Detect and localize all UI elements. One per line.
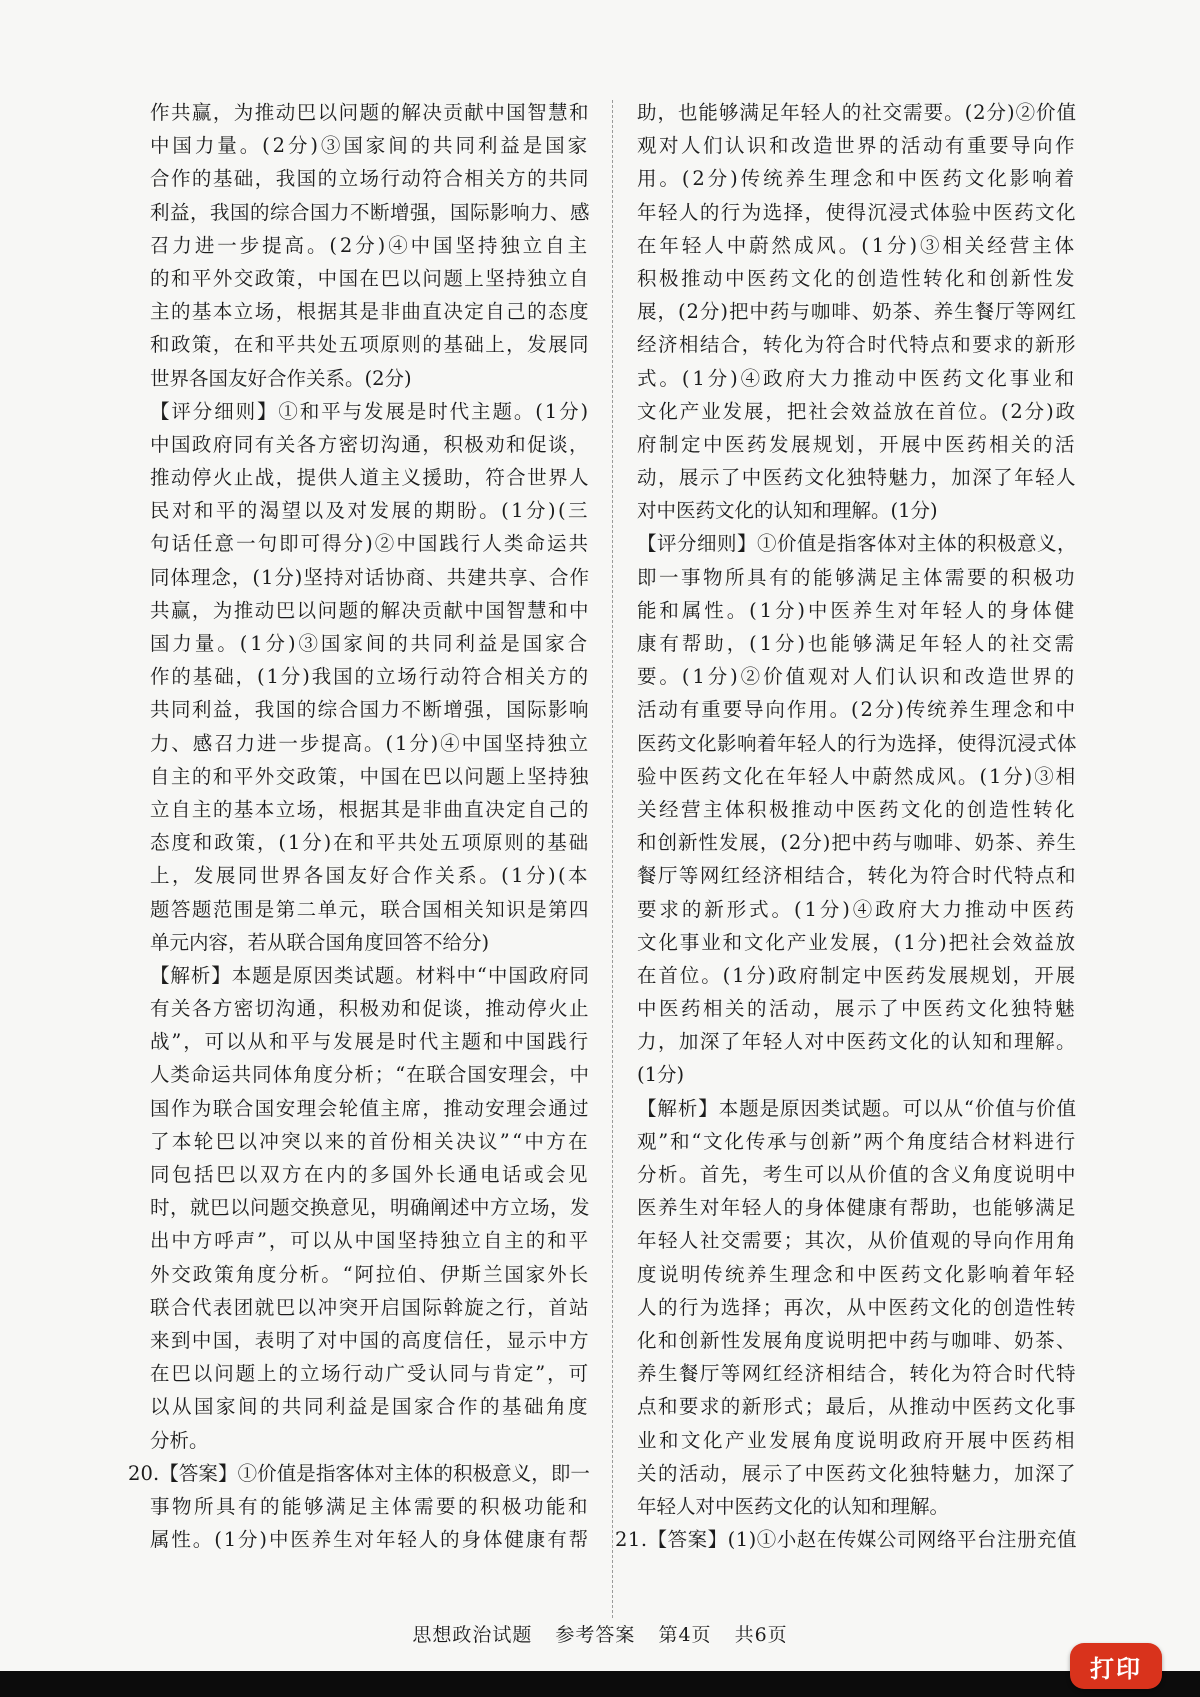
text-line-content: 事物所具有的能够满足主体需要的积极功能和 — [150, 1494, 590, 1518]
text-line — [637, 1158, 1077, 1191]
text-line-content: 立自主的基本立场，根据其是非曲直决定自己的 — [150, 797, 590, 821]
text-line-content: 中国力量。(2分)③国家间的共同利益是国家 — [150, 134, 590, 158]
text-line-content: 经济相结合，转化为符合时代特点和要求的新形 — [637, 333, 1077, 357]
text-line-content: 人的行为选择；再次，从中医药文化的创造性转 — [637, 1295, 1077, 1319]
text-line — [150, 527, 590, 560]
text-line — [150, 1191, 590, 1224]
text-line — [150, 959, 590, 992]
text-line-content: 同包括巴以双方在内的多国外长通电话或会见 — [150, 1163, 590, 1186]
text-line-content: 点和要求的新形式；最后，从推动中医药文化事 — [637, 1395, 1077, 1419]
text-line — [150, 1324, 590, 1357]
text-line — [637, 229, 1077, 262]
text-line — [150, 494, 590, 527]
text-line-content: 观”和“文化传承与创新”两个角度结合材料进行 — [637, 1129, 1077, 1153]
text-line-content: 在巴以问题上的立场行动广受认同与肯定”，可 — [150, 1362, 590, 1386]
text-line-content: 态度和政策，(1分)在和平共处五项原则的基础 — [150, 831, 590, 855]
text-line — [637, 262, 1077, 295]
column-divider — [612, 100, 613, 1618]
text-line-content: 有关各方密切沟通，积极劝和促谈，推动停火止 — [150, 997, 590, 1021]
text-line — [637, 1424, 1077, 1457]
text-line-content: 句话任意一句即可得分)②中国践行人类命运共 — [150, 532, 590, 556]
text-line — [637, 1258, 1077, 1291]
text-line-content: (1分) — [637, 1063, 685, 1087]
text-line — [150, 162, 590, 195]
text-line — [150, 96, 590, 129]
text-line — [637, 693, 1077, 726]
text-line — [615, 1523, 1077, 1556]
text-line-content: 人类命运共同体角度分析；“在联合国安理会，中 — [150, 1063, 590, 1087]
text-line-content: 分析。 — [150, 1428, 209, 1452]
text-line-content: 了本轮巴以冲突以来的首份相关决议”“中方在 — [150, 1129, 590, 1153]
text-line-content: 合作的基础，我国的立场行动符合相关方的共同 — [150, 167, 590, 191]
text-line-content: 对中医药文化的认知和理解。(1分) — [637, 499, 938, 523]
text-line — [637, 328, 1077, 361]
text-line-content: 观对人们认识和改造世界的活动有重要导向作 — [637, 134, 1077, 158]
text-line-content: 同体理念，(1分)坚持对话协商、共建共享、合作 — [150, 565, 590, 589]
text-line — [150, 1058, 590, 1091]
text-line-content: 属性。(1分)中医养生对年轻人的身体健康有帮 — [150, 1528, 590, 1552]
text-line — [150, 1291, 590, 1324]
text-line — [637, 561, 1077, 594]
text-line — [150, 461, 590, 494]
text-line — [637, 129, 1077, 162]
text-line-content: 展，(2分)把中药与咖啡、奶茶、养生餐厅等网红 — [637, 300, 1077, 324]
text-line-content: 能和属性。(1分)中医养生对年轻人的身体健 — [637, 598, 1077, 622]
text-line-content: 国作为联合国安理会轮值主席，推动安理会通过 — [150, 1096, 590, 1120]
text-line-content: 分析。首先，考生可以从价值的含义角度说明中 — [637, 1163, 1077, 1186]
text-line-content: 作的基础，(1分)我国的立场行动符合相关方的 — [150, 665, 590, 689]
text-line — [150, 1490, 590, 1523]
print-button[interactable] — [1070, 1643, 1162, 1689]
text-line-content: 和政策，在和平共处五项原则的基础上，发展同 — [150, 333, 590, 357]
text-line — [150, 295, 590, 328]
text-line — [150, 627, 590, 660]
text-line-content: 自主的和平外交政策，中国在巴以问题上坚持独 — [150, 764, 590, 788]
text-line-content: 度说明传统养生理念和中医药文化影响着年轻 — [637, 1262, 1077, 1286]
text-line-content: 文化事业和文化产业发展，(1分)把社会效益放 — [637, 930, 1077, 954]
text-line — [150, 395, 590, 428]
text-line — [637, 627, 1077, 660]
text-line-content: 国力量。(1分)③国家间的共同利益是国家合 — [150, 632, 590, 655]
text-line-content: 共赢，为推动巴以问题的解决贡献中国智慧和中 — [150, 598, 590, 622]
text-line — [637, 1357, 1077, 1390]
text-line-content: 单元内容，若从联合国角度回答不给分) — [150, 930, 490, 954]
text-line — [150, 693, 590, 726]
text-line-content: 的和平外交政策，中国在巴以问题上坚持独立自 — [150, 266, 590, 290]
text-line — [150, 1092, 590, 1125]
text-line — [150, 1224, 590, 1257]
text-line-content: 战”，可以从和平与发展是时代主题和中国践行 — [150, 1030, 590, 1054]
text-line — [150, 561, 590, 594]
left-column — [128, 96, 590, 1556]
text-line-content: 助，也能够满足年轻人的社交需要。(2分)②价值 — [637, 101, 1077, 124]
text-line-content: 业和文化产业发展角度说明政府开展中医药相 — [637, 1428, 1077, 1452]
text-line-content: 即一事物所具有的能够满足主体需要的积极功 — [637, 565, 1077, 589]
text-line-content: 利益，我国的综合国力不断增强，国际影响力、感 — [150, 200, 590, 224]
text-line — [128, 1457, 590, 1490]
text-line-content: 共同利益，我国的综合国力不断增强，国际影响 — [150, 698, 590, 722]
text-line — [150, 893, 590, 926]
text-line-content: 康有帮助，(1分)也能够满足年轻人的社交需 — [637, 632, 1077, 655]
text-line-content: 验中医药文化在年轻人中蔚然成风。(1分)③相 — [637, 764, 1077, 788]
text-line-content: 力、感召力进一步提高。(1分)④中国坚持独立 — [150, 731, 590, 755]
text-line-content: 在首位。(1分)政府制定中医药发展规划，开展 — [637, 963, 1077, 987]
text-line — [637, 1092, 1077, 1125]
text-line-content: 中医药相关的活动，展示了中医药文化独特魅 — [637, 997, 1077, 1021]
text-line-content: 推动停火止战，提供人道主义援助，符合世界人 — [150, 466, 590, 490]
text-line — [637, 428, 1077, 461]
footer-page-number: 第4页 — [658, 1624, 712, 1646]
text-line — [637, 859, 1077, 892]
text-line — [637, 196, 1077, 229]
text-line — [150, 1158, 590, 1191]
text-line — [150, 262, 590, 295]
text-line-content: 年轻人社交需要；其次，从价值观的导向作用角 — [637, 1229, 1077, 1253]
text-line — [637, 295, 1077, 328]
text-line — [150, 1424, 590, 1457]
text-line-content: 年轻人对中医药文化的认知和理解。 — [637, 1494, 950, 1518]
print-button-label: 打印 — [1090, 1654, 1142, 1683]
text-line — [150, 859, 590, 892]
text-line-content: 要。(1分)②价值观对人们认识和改造世界的 — [637, 665, 1077, 689]
footer-subject: 思想政治试题 — [412, 1624, 533, 1646]
text-line-content: 召力进一步提高。(2分)④中国坚持独立自主 — [150, 233, 590, 257]
text-line — [637, 660, 1077, 693]
text-line — [637, 1191, 1077, 1224]
text-line-content: 式。(1分)④政府大力推动中医药文化事业和 — [637, 366, 1077, 390]
text-line — [150, 1025, 590, 1058]
text-line-content: 在年轻人中蔚然成风。(1分)③相关经营主体 — [637, 233, 1077, 257]
text-line — [637, 992, 1077, 1025]
text-line — [150, 594, 590, 627]
text-line-content: 以从国家间的共同利益是国家合作的基础角度 — [150, 1395, 590, 1419]
text-line-content: 医养生对年轻人的身体健康有帮助，也能够满足 — [637, 1196, 1077, 1220]
text-line — [150, 826, 590, 859]
text-line — [637, 395, 1077, 428]
text-line — [637, 96, 1077, 129]
text-line — [637, 362, 1077, 395]
text-line-content: 文化产业发展，把社会效益放在首位。(2分)政 — [637, 399, 1077, 423]
text-line — [637, 826, 1077, 859]
text-line — [150, 1357, 590, 1390]
text-line-content: 主的基本立场，根据其是非曲直决定自己的态度 — [150, 300, 590, 324]
text-line-content: 【评分细则】①和平与发展是时代主题。(1分) — [150, 399, 590, 423]
text-line — [150, 428, 590, 461]
text-line-content: 【评分细则】①价值是指客体对主体的积极意义， — [637, 532, 1077, 556]
text-line-content: 关经营主体积极推动中医药文化的创造性转化 — [637, 797, 1077, 821]
text-line — [637, 1457, 1077, 1490]
text-line — [150, 760, 590, 793]
text-line-content: 时，就巴以问题交换意见，明确阐述中方立场，发 — [150, 1196, 590, 1220]
text-line — [637, 793, 1077, 826]
text-line-content: 积极推动中医药文化的创造性转化和创新性发 — [637, 266, 1077, 290]
footer-doc-type: 参考答案 — [555, 1624, 636, 1646]
text-line-content: 养生餐厅等网红经济相结合，转化为符合时代特 — [637, 1362, 1077, 1386]
text-line — [150, 926, 590, 959]
text-line — [150, 1125, 590, 1158]
text-line-content: 外交政策角度分析。“阿拉伯、伊斯兰国家外长 — [150, 1262, 590, 1286]
text-line-content: 题答题范围是第二单元，联合国相关知识是第四 — [150, 897, 590, 921]
text-line-content: 【解析】本题是原因类试题。可以从“价值与价值 — [637, 1096, 1077, 1120]
text-line — [150, 793, 590, 826]
text-line — [150, 1258, 590, 1291]
text-line-content: 联合代表团就巴以冲突开启国际斡旋之行，首站 — [150, 1295, 590, 1319]
text-line — [150, 129, 590, 162]
text-line — [150, 727, 590, 760]
text-line-content: 【解析】本题是原因类试题。材料中“中国政府同 — [150, 963, 590, 987]
text-line — [150, 362, 590, 395]
text-line-content: 出中方呼声”，可以从中国坚持独立自主的和平 — [150, 1229, 590, 1253]
text-line-content: 作共赢，为推动巴以问题的解决贡献中国智慧和 — [150, 101, 590, 124]
text-line — [637, 893, 1077, 926]
text-line — [150, 196, 590, 229]
text-line-content: 和创新性发展，(2分)把中药与咖啡、奶茶、养生 — [637, 831, 1077, 855]
text-line-content: 20.【答案】①价值是指客体对主体的积极意义，即一 — [128, 1461, 590, 1485]
text-line-content: 年轻人的行为选择，使得沉浸式体验中医药文化 — [637, 200, 1077, 224]
text-line-content: 餐厅等网红经济相结合，转化为符合时代特点和 — [637, 864, 1077, 888]
text-line-content: 力，加深了年轻人对中医药文化的认知和理解。 — [637, 1030, 1077, 1054]
text-line — [150, 1523, 590, 1556]
text-line-content: 用。(2分)传统养生理念和中医药文化影响着 — [637, 167, 1077, 191]
text-line — [637, 594, 1077, 627]
text-line — [637, 1291, 1077, 1324]
text-line — [637, 1324, 1077, 1357]
text-line — [637, 727, 1077, 760]
bottom-bar — [0, 1671, 1200, 1697]
text-line — [150, 992, 590, 1025]
text-line — [637, 959, 1077, 992]
text-line — [150, 328, 590, 361]
text-line-content: 关的活动，展示了中医药文化独特魅力，加深了 — [637, 1461, 1077, 1485]
text-line — [637, 1224, 1077, 1257]
text-line — [637, 1490, 1077, 1523]
text-line — [150, 660, 590, 693]
text-line — [637, 1025, 1077, 1058]
text-line-content: 民对和平的渴望以及对发展的期盼。(1分)(三 — [150, 499, 590, 523]
text-line — [637, 1390, 1077, 1423]
text-line-content: 21.【答案】(1)①小赵在传媒公司网络平台注册充值 — [615, 1528, 1077, 1552]
text-line-content: 中国政府同有关各方密切沟通，积极劝和促谈， — [150, 432, 590, 456]
text-line — [150, 229, 590, 262]
text-line-content: 来到中国，表明了对中国的高度信任，显示中方 — [150, 1328, 590, 1352]
text-line — [637, 461, 1077, 494]
text-line-content: 化和创新性发展角度说明把中药与咖啡、奶茶、 — [637, 1328, 1077, 1352]
footer-page-total: 共6页 — [734, 1624, 788, 1646]
page-footer — [0, 1620, 1200, 1647]
text-line — [637, 1058, 1077, 1091]
text-line — [637, 760, 1077, 793]
text-line-content: 医药文化影响着年轻人的行为选择，使得沉浸式体 — [637, 731, 1077, 755]
text-line-content: 府制定中医药发展规划，开展中医药相关的活 — [637, 432, 1077, 456]
text-line — [637, 494, 1077, 527]
text-line-content: 活动有重要导向作用。(2分)传统养生理念和中 — [637, 698, 1077, 722]
text-line — [637, 162, 1077, 195]
right-column — [615, 96, 1077, 1556]
text-line — [150, 1390, 590, 1423]
text-line — [637, 527, 1077, 560]
text-line-content: 要求的新形式。(1分)④政府大力推动中医药 — [637, 897, 1077, 921]
text-line-content: 世界各国友好合作关系。(2分) — [150, 366, 412, 390]
text-line — [637, 1125, 1077, 1158]
text-line-content: 上，发展同世界各国友好合作关系。(1分)(本 — [150, 864, 590, 888]
text-line — [637, 926, 1077, 959]
text-line-content: 动，展示了中医药文化独特魅力，加深了年轻人 — [637, 466, 1077, 490]
